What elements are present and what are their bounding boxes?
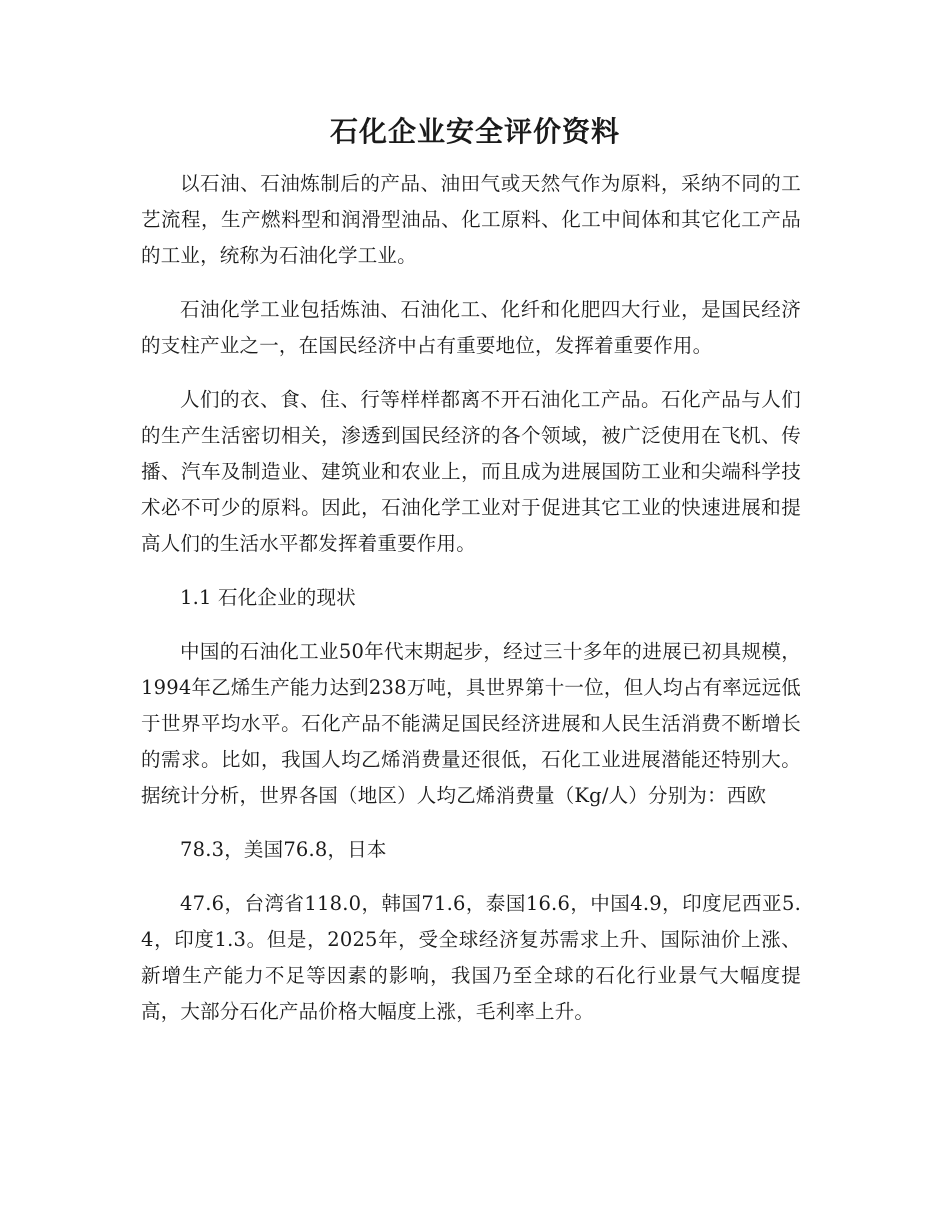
document-body [141,166,801,1048]
paragraph-industry-scope: 石油化学工业包括炼油、石油化工、化纤和化肥四大行业，是国民经济的支柱产业之一，在国民经济中占有重要地位，发挥着重要作用。 [141,298,801,357]
paragraph-consumption-fragment-2: 47.6，台湾省118.0，韩国71.6，泰国16.6，中国4.9，印度尼西亚5.4，印度1.3。但是，2025年，受全球经济复苏需求上升、国际油价上涨、新增生产能力不足等因素的影响，我国乃至全球的石化行业景气大幅度提高，大部分石化产品价格大幅度上涨，毛利率上升。 [141,892,801,1023]
paragraph-china-status: 中国的石油化工业50年代末期起步，经过三十多年的进展已初具规模，1994年乙烯生产能力达到238万吨，具世界第十一位，但人均占有率远远低于世界平均水平。石化产品不能满足国民经济进展和人民生活消费不断增长的需求。比如，我国人均乙烯消费量还很低，石化工业进展潜能还特别大。据统计分析，世界各国（地区）人均乙烯消费量（Kg/人）分别为：西欧 [141,640,801,807]
paragraph-intro: 以石油、石油炼制后的产品、油田气或天然气作为原料，采纳不同的工艺流程，生产燃料型和润滑型油品、化工原料、化工中间体和其它化工产品的工业，统称为石油化学工业。 [141,172,801,267]
document-title: 石化企业安全评价资料 [329,115,620,148]
paragraph-importance: 人们的衣、食、住、行等样样都离不开石油化工产品。石化产品与人们的生产生活密切相关，渗透到国民经济的各个领域，被广泛使用在飞机、传播、汽车及制造业、建筑业和农业上，而且成为进展国防工业和尖端科学技术必不可少的原料。因此，石油化学工业对于促进其它工业的快速进展和提高人们的生活水平都发挥着重要作用。 [141,388,801,555]
paragraph-consumption-fragment-1: 78.3，美国76.8，日本 [180,838,387,861]
section-heading: 1.1 石化企业的现状 [180,586,356,609]
